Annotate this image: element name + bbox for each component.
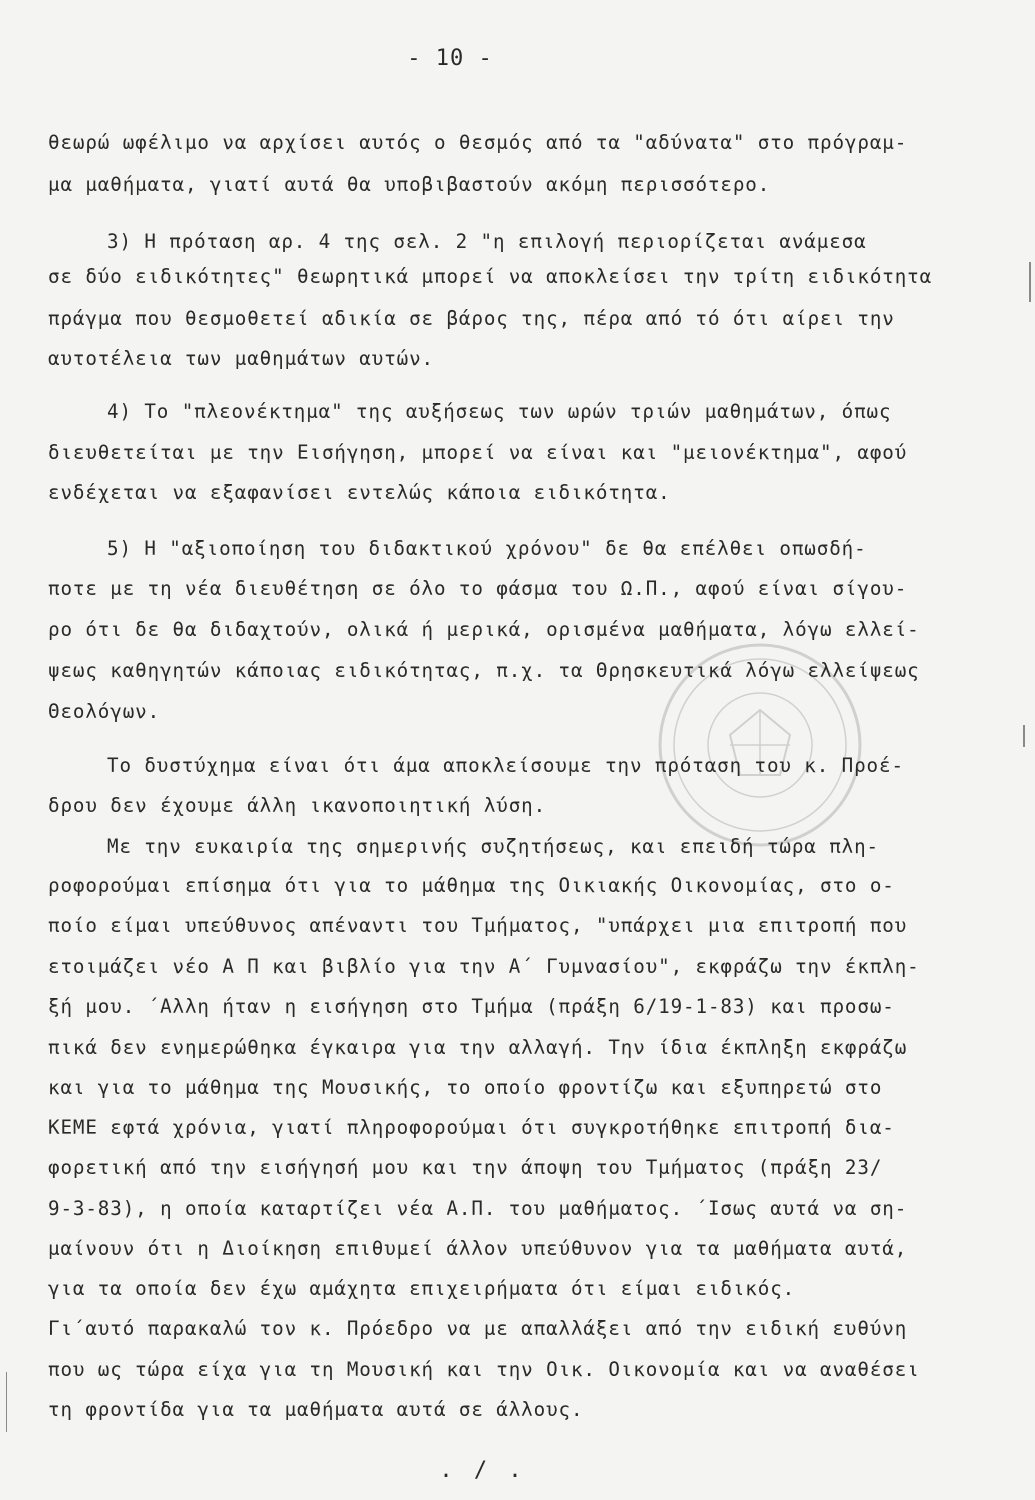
text-line: ετοιμάζει νέο Α Π και βιβλίο για την Α΄ Γυμνασίου", εκφράζω την έκπλη- bbox=[48, 955, 920, 978]
text-line: ποίο είμαι υπεύθυνος απέναντι του Τμήματος, "υπάρχει μια επιτροπή που bbox=[48, 914, 908, 937]
text-line: φορετική από την εισήγησή μου και την άποψη του Τμήματος (πράξη 23/ bbox=[48, 1156, 883, 1179]
text-line: 5) Η "αξιοποίηση του διδακτικού χρόνου" δε θα επέλθει οπωσδή- bbox=[107, 537, 867, 560]
page-edge-mark bbox=[1023, 725, 1025, 747]
text-line: ψεως καθηγητών κάποιας ειδικότητας, π.χ. τα Θρησκευτικά λόγω ελλείψεως bbox=[48, 659, 920, 682]
text-line: που ως τώρα είχα για τη Μουσική και την Οικ. Οικονομία και να αναθέσει bbox=[48, 1358, 920, 1381]
text-line: 3) Η πρόταση αρ. 4 της σελ. 2 "η επιλογή περιορίζεται ανάμεσα bbox=[107, 230, 867, 253]
page-number: - 10 - bbox=[407, 46, 493, 71]
text-line: μαίνουν ότι η Διοίκηση επιθυμεί άλλον υπεύθυνον για τα μαθήματα αυτά, bbox=[48, 1237, 908, 1260]
text-line: Γι΄αυτό παρακαλώ τον κ. Πρόεδρο να με απαλλάξει από την ειδική ευθύνη bbox=[48, 1317, 908, 1340]
text-line: ξή μου. ΄Αλλη ήταν η εισήγηση στο Τμήμα (πράξη 6/19-1-83) και προσω- bbox=[48, 995, 895, 1018]
text-line: ΚΕΜΕ εφτά χρόνια, γιατί πληροφορούμαι ότι συγκροτήθηκε επιτροπή δια- bbox=[48, 1116, 895, 1139]
text-line: αυτοτέλεια των μαθημάτων αυτών. bbox=[48, 347, 435, 370]
text-line: δρου δεν έχουμε άλλη ικανοποιητική λύση. bbox=[48, 794, 547, 817]
text-line: πράγμα που θεσμοθετεί αδικία σε βάρος της, πέρα από τό ότι αίρει την bbox=[48, 307, 895, 330]
text-line: θεωρώ ωφέλιμο να αρχίσει αυτός ο θεσμός από τα "αδύνατα" στο πρόγραμ- bbox=[48, 131, 908, 154]
text-line: Θεολόγων. bbox=[48, 700, 161, 723]
text-line: ροφορούμαι επίσημα ότι για το μάθημα της Οικιακής Οικονομίας, στο ο- bbox=[48, 874, 895, 897]
official-stamp-icon bbox=[655, 640, 865, 850]
text-line: και για το μάθημα της Μουσικής, το οποίο φροντίζω και εξυπηρετώ στο bbox=[48, 1076, 883, 1099]
text-line: διευθετείται με την Εισήγηση, μπορεί να είναι και "μειονέκτημα", αφού bbox=[48, 441, 908, 464]
text-line: πικά δεν ενημερώθηκα έγκαιρα για την αλλαγή. Την ίδια έκπληξη εκφράζω bbox=[48, 1036, 908, 1059]
text-line: 9-3-83), η οποία καταρτίζει νέα Α.Π. του μαθήματος. ΄Ισως αυτά να ση- bbox=[48, 1197, 908, 1220]
text-line: ποτε με τη νέα διευθέτηση σε όλο το φάσμα του Ω.Π., αφού είναι σίγου- bbox=[48, 577, 908, 600]
text-line: Με την ευκαιρία της σημερινής συζητήσεως, και επειδή τώρα πλη- bbox=[107, 835, 880, 858]
text-line: τη φροντίδα για τα μαθήματα αυτά σε άλλους. bbox=[48, 1398, 584, 1421]
page-edge-mark bbox=[1029, 262, 1031, 302]
text-line: ενδέχεται να εξαφανίσει εντελώς κάποια ειδικότητα. bbox=[48, 481, 671, 504]
text-line: 4) Το "πλεονέκτημα" της αυξήσεως των ωρών τριών μαθημάτων, όπως bbox=[107, 400, 892, 423]
text-line: ρο ότι δε θα διδαχτούν, ολικά ή μερικά, ορισμένα μαθήματα, λόγω ελλεί- bbox=[48, 618, 920, 641]
text-line: για τα οποία δεν έχω αμάχητα επιχειρήματα ότι είμαι ειδικός. bbox=[48, 1277, 796, 1300]
continuation-mark: . / . bbox=[439, 1458, 526, 1483]
text-line: μα μαθήματα, γιατί αυτά θα υποβιβαστούν ακόμη περισσότερο. bbox=[48, 173, 771, 196]
page-edge-mark bbox=[6, 1372, 7, 1432]
text-line: Το δυστύχημα είναι ότι άμα αποκλείσουμε την πρόταση του κ. Προέ- bbox=[107, 754, 904, 777]
text-line: σε δύο ειδικότητες" θεωρητικά μπορεί να αποκλείσει την τρίτη ειδικότητα bbox=[48, 265, 933, 288]
